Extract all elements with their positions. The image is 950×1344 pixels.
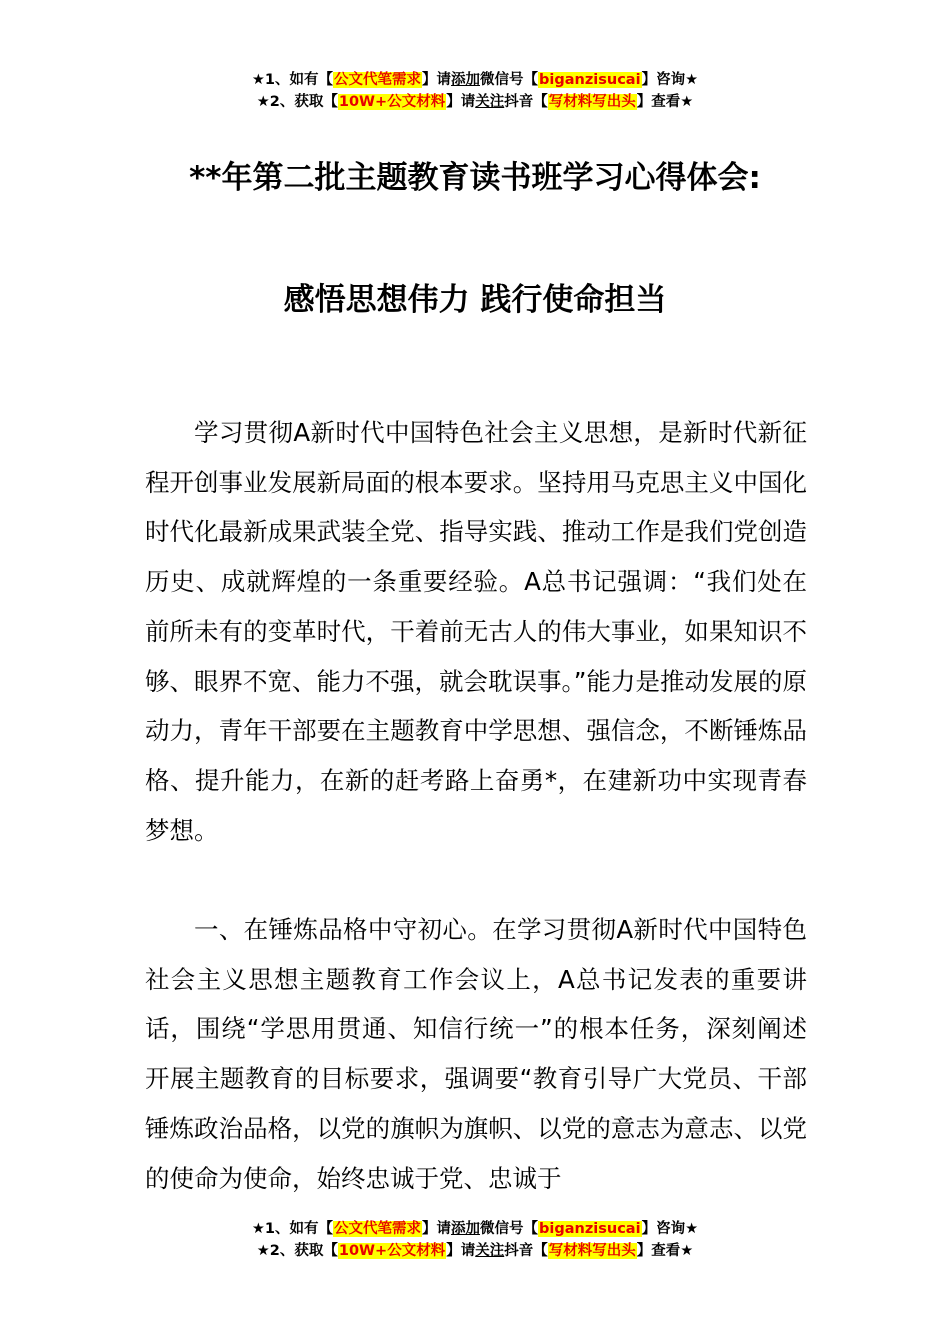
- underlined-text: 添加: [451, 1221, 481, 1237]
- top-promo-banner: [0, 69, 950, 113]
- promo-text: 抖音【: [504, 1243, 548, 1259]
- promo-text: 】咨询★: [641, 72, 699, 88]
- body-paragraph-section-1: 一、在锤炼品格中守初心。在学习贯彻A新时代中国特色社会主义思想主题教育工作会议上，A总书记发表的重要讲话，围绕“学思用贯通、知信行统一”的根本任务，深刻阐述开展主题教育的目标要求，强调要“教育引导广大党员、干部锤炼政治品格，以党的旗帜为旗帜、以党的意志为意志、以党的使命为使命，始终忠诚于党、忠诚于: [145, 915, 807, 1193]
- promo-text: ★2、获取【: [256, 1243, 338, 1259]
- document-subtitle: 感悟思想伟力 践行使命担当: [283, 282, 667, 318]
- underlined-text: 关注: [475, 1243, 505, 1259]
- highlight-materials: 10W+公文材料: [338, 1243, 446, 1259]
- promo-text: 】请: [422, 72, 452, 88]
- bottom-promo-banner: [0, 1218, 950, 1262]
- promo-line-2: [0, 1240, 950, 1262]
- highlight-service: 公文代笔需求: [334, 72, 422, 88]
- body-paragraph-intro: 学习贯彻A新时代中国特色社会主义思想，是新时代新征程开创事业发展新局面的根本要求。坚持用马克思主义中国化时代化最新成果武装全党、指导实践、推动工作是我们党创造历史、成就辉煌的一条重要经验。A总书记强调：“我们处在前所未有的变革时代，干着前无古人的伟大事业，如果知识不够、眼界不宽、能力不强，就会耽误事。”能力是推动发展的原动力，青年干部要在主题教育中学思想、强信念，不断锤炼品格、提升能力，在新的赶考路上奋勇*，在建新功中实现青春梦想。: [145, 418, 807, 845]
- highlight-douyin-account: 写材料写出头: [548, 1243, 636, 1259]
- promo-text: 】查看★: [636, 1243, 694, 1259]
- promo-text: 抖音【: [504, 94, 548, 110]
- promo-line-1: [0, 1218, 950, 1240]
- promo-text: 微信号【: [480, 1221, 539, 1237]
- promo-text: ★2、获取【: [256, 94, 338, 110]
- underlined-text: 关注: [475, 94, 505, 110]
- promo-text: 微信号【: [480, 72, 539, 88]
- promo-line-1: [0, 69, 950, 91]
- promo-text: 】咨询★: [641, 1221, 699, 1237]
- underlined-text: 添加: [451, 72, 481, 88]
- promo-text: 】查看★: [636, 94, 694, 110]
- document-title: **年第二批主题教育读书班学习心得体会:: [189, 160, 761, 196]
- highlight-materials: 10W+公文材料: [338, 94, 446, 110]
- promo-text: 】请: [422, 1221, 452, 1237]
- promo-text: 】请: [446, 1243, 476, 1259]
- promo-text: ★1、如有【: [251, 72, 334, 88]
- highlight-wechat-id: biganzisucai: [539, 72, 641, 88]
- highlight-wechat-id: biganzisucai: [539, 1221, 641, 1237]
- promo-text: ★1、如有【: [251, 1221, 334, 1237]
- highlight-service: 公文代笔需求: [334, 1221, 422, 1237]
- promo-line-2: [0, 91, 950, 113]
- highlight-douyin-account: 写材料写出头: [548, 94, 636, 110]
- promo-text: 】请: [446, 94, 476, 110]
